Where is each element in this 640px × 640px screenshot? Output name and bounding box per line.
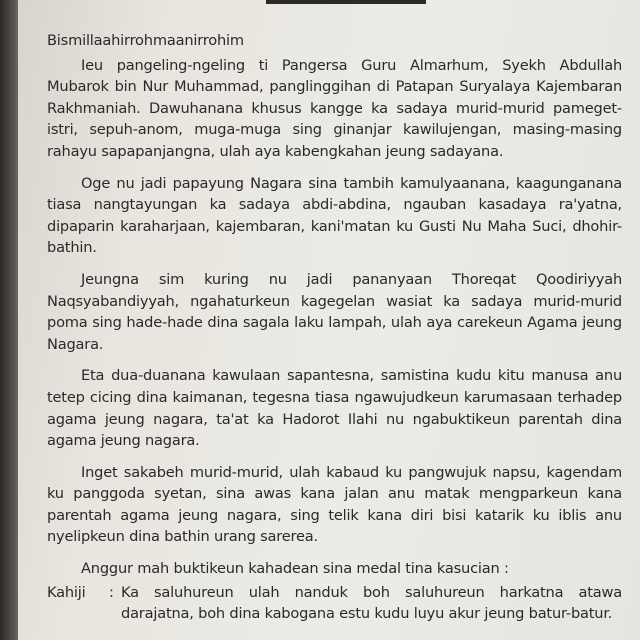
list-item-kahiji (47, 582, 622, 625)
list-intro: Anggur mah buktikeun kahadean sina medal tina kasucian : (81, 560, 509, 578)
list-item-text: Ka saluhureun ulah nanduk boh saluhureun harkatna atawa darajatna, boh dina kabogana estu kudu luyu akur jeung batur-batur. (121, 583, 622, 623)
header-rule (266, 0, 426, 4)
list-item-separator: : (109, 583, 114, 601)
book-page (18, 0, 640, 640)
paragraph-1: Ieu pangeling-ngeling ti Pangersa Guru Almarhum, Syekh Abdullah Mubarok bin Nur Muhammad, panglinggihan di Patapan Suryalaya Kajembaran Rakhmaniah. Dawuhanana khusus kangge ka sadaya murid-murid pameget-istri, sepuh-anom, muga-muga sing ginanjar kawilujengan, masing-masing rahayu sapapanjangna, ulah aya kabengkahan jeung sadayana. (47, 56, 622, 160)
list-item-term: Kahiji (47, 583, 86, 601)
paragraph-3: Jeungna sim kuring nu jadi pananyaan Thoreqat Qoodiriyyah Naqsyabandiyyah, ngahaturkeun kagegelan wasiat ka sadaya murid-murid poma sing hade-hade dina sagala laku lampah, ulah aya carekeun Agama jeung Nagara. (47, 270, 622, 353)
paragraph-4: Eta dua-duanana kawulaan sapantesna, samistina kudu kitu manusa anu tetep cicing dina kaimanan, tegesna tiasa ngawujudkeun karumasaan terhadep agama jeung nagara, ta'at ka Hadorot Ilahi nu ngabuktikeun parentah dina agama jeung nagara. (47, 367, 622, 450)
page-text (47, 30, 622, 625)
paragraph-2: Oge nu jadi papayung Nagara sina tambih kamulyaanana, kaagunganana tiasa nangtayungan ka sadaya abdi-abdina, ngauban kasadaya ra'yatna, dipaparin karaharjaan, kajembaran, kani'matan ku Gusti Nu Maha Suci, dhohir-bathin. (47, 174, 622, 257)
opening-line: Bismillaahirrohmaanirrohim (47, 32, 244, 49)
paragraph-5: Inget sakabeh murid-murid, ulah kabaud ku pangwujuk napsu, kagendam ku panggoda syetan, sina awas kana jalan anu matak mengparkeun kana parentah agama jeung nagara, sing telik kana diri bisi katarik ku iblis anu nyelipkeun dina bathin urang sarerea. (47, 463, 622, 546)
